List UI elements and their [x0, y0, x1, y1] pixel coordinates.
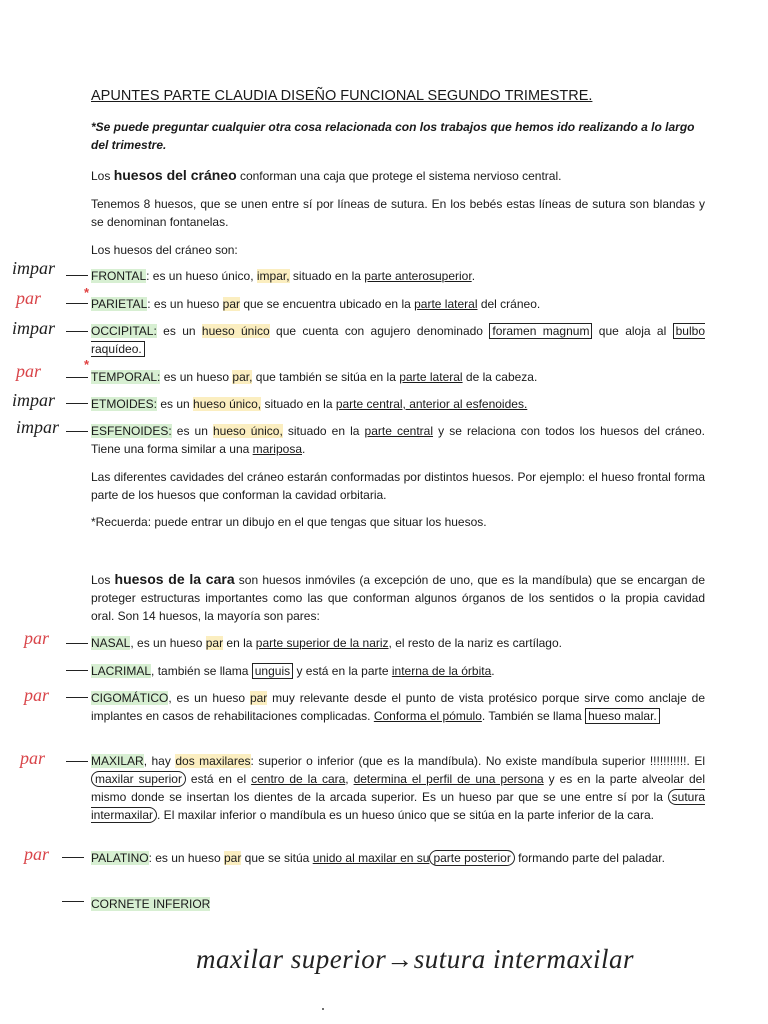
dash-parietal	[66, 303, 88, 304]
bone-esfenoides: ESFENOIDES: es un hueso único, situado en la parte central y se relaciona con todos los huesos del cráneo. Tiene una forma similar a una mariposa.	[91, 424, 705, 456]
bone-lacrimal: LACRIMAL, también se llama unguis y está en la parte interna de la órbita.	[91, 664, 495, 678]
dash-maxilar	[66, 761, 88, 762]
bone-parietal: PARIETAL: es un hueso par que se encuentra ubicado en la parte lateral del cráneo.	[91, 297, 541, 311]
handwritten-note: maxilar superior→sutura intermaxilar	[196, 944, 635, 974]
bone-etmoides: ETMOIDES: es un hueso único, situado en la parte central, anterior al esfenoides.	[91, 397, 528, 411]
document-title: APUNTES PARTE CLAUDIA DISEÑO FUNCIONAL SEGUNDO TRIMESTRE.	[91, 88, 593, 104]
dash-nasal	[66, 643, 88, 644]
cara-intro: Los huesos de la cara son huesos inmóviles (a excepción de uno, que es la mandíbula) que se encargan de proteger estructuras importantes como las que conforman algunos órganos de los sentidos o la propia cavidad oral. Son 14 huesos, la mayoría son pares:	[91, 571, 705, 623]
bone-maxilar: MAXILAR, hay dos maxilares: superior o inferior (que es la mandíbula). No existe mandíbula superior !!!!!!!!!!!. El maxilar superior está en el centro de la cara, determina el perfil de una persona y es en la parte alveolar del mismo donde se insertan los dientes de la arcada superior. Es un hueso par que se une entre sí por la sutura intermaxilar . El maxilar inferior o mandíbula es un hueso único que se sitúa en la parte inferior de la cara.	[91, 754, 706, 822]
margin-note-cigomatico: par	[24, 685, 50, 705]
bone-occipital: OCCIPITAL: es un hueso único que cuenta con agujero denominado foramen magnum que aloja al bulbo raquídeo.	[91, 324, 705, 356]
margin-note-temporal: par	[16, 361, 42, 381]
dash-frontal	[66, 275, 88, 276]
craneo-paragraph-4: Las diferentes cavidades del cráneo estarán conformadas por distintos huesos. Por ejemplo: el hueso frontal forma parte de los huesos que conforman la cavidad orbitaria.	[91, 470, 705, 502]
exam-note: *Se puede preguntar cualquier otra cosa relacionada con los trabajos que hemos ido realizando a lo largo del trimestre.	[91, 120, 695, 152]
margin-note-nasal: par	[24, 628, 50, 648]
dash-palatino	[62, 857, 84, 858]
craneo-intro: Los huesos del cráneo conforman una caja que protege el sistema nervioso central.	[91, 167, 562, 183]
stray-dot	[322, 1008, 324, 1010]
bone-temporal: TEMPORAL: es un hueso par, que también se sitúa en la parte lateral de la cabeza.	[91, 370, 538, 384]
cara-heading: huesos de la cara	[114, 571, 235, 587]
margin-note-parietal: par	[16, 288, 42, 308]
margin-note-occipital: impar	[12, 318, 56, 338]
asterisk-parietal: *	[84, 285, 90, 300]
bone-nasal: NASAL, es un hueso par en la parte superior de la nariz, el resto de la nariz es cartílago.	[91, 636, 562, 650]
bone-frontal: FRONTAL: es un hueso único, impar, situado en la parte anterosuperior.	[91, 269, 476, 283]
craneo-paragraph-2: Tenemos 8 huesos, que se unen entre sí por líneas de sutura. En los bebés estas líneas de sutura son blandas y se denominan fontanelas.	[91, 197, 705, 229]
craneo-paragraph-3: Los huesos del cráneo son:	[91, 243, 238, 257]
dash-etmoides	[66, 403, 88, 404]
asterisk-temporal: *	[84, 357, 90, 372]
margin-note-maxilar: par	[20, 748, 46, 768]
craneo-heading: huesos del cráneo	[113, 167, 237, 183]
dash-cigomatico	[66, 697, 88, 698]
dash-esfenoides	[66, 431, 88, 432]
dash-cornete	[62, 901, 84, 902]
margin-note-frontal: impar	[12, 258, 56, 278]
dash-lacrimal	[66, 670, 88, 671]
dash-occipital	[66, 331, 88, 332]
bone-palatino: PALATINO: es un hueso par que se sitúa unido al maxilar en su parte posterior formando parte del paladar.	[91, 851, 665, 865]
margin-note-palatino: par	[24, 844, 50, 864]
dash-temporal	[66, 377, 88, 378]
margin-note-esfenoides: impar	[16, 417, 60, 437]
bone-cornete-inferior: CORNETE INFERIOR	[91, 897, 211, 911]
craneo-paragraph-5: *Recuerda: puede entrar un dibujo en el que tengas que situar los huesos.	[91, 515, 487, 529]
bone-cigomatico: CIGOMÁTICO, es un hueso par muy relevante desde el punto de vista protésico porque sirve como anclaje de implantes en casos de rehabilitaciones complicadas. Conforma el pómulo. También se llama hueso malar.	[91, 691, 706, 723]
margin-note-etmoides: impar	[12, 390, 56, 410]
